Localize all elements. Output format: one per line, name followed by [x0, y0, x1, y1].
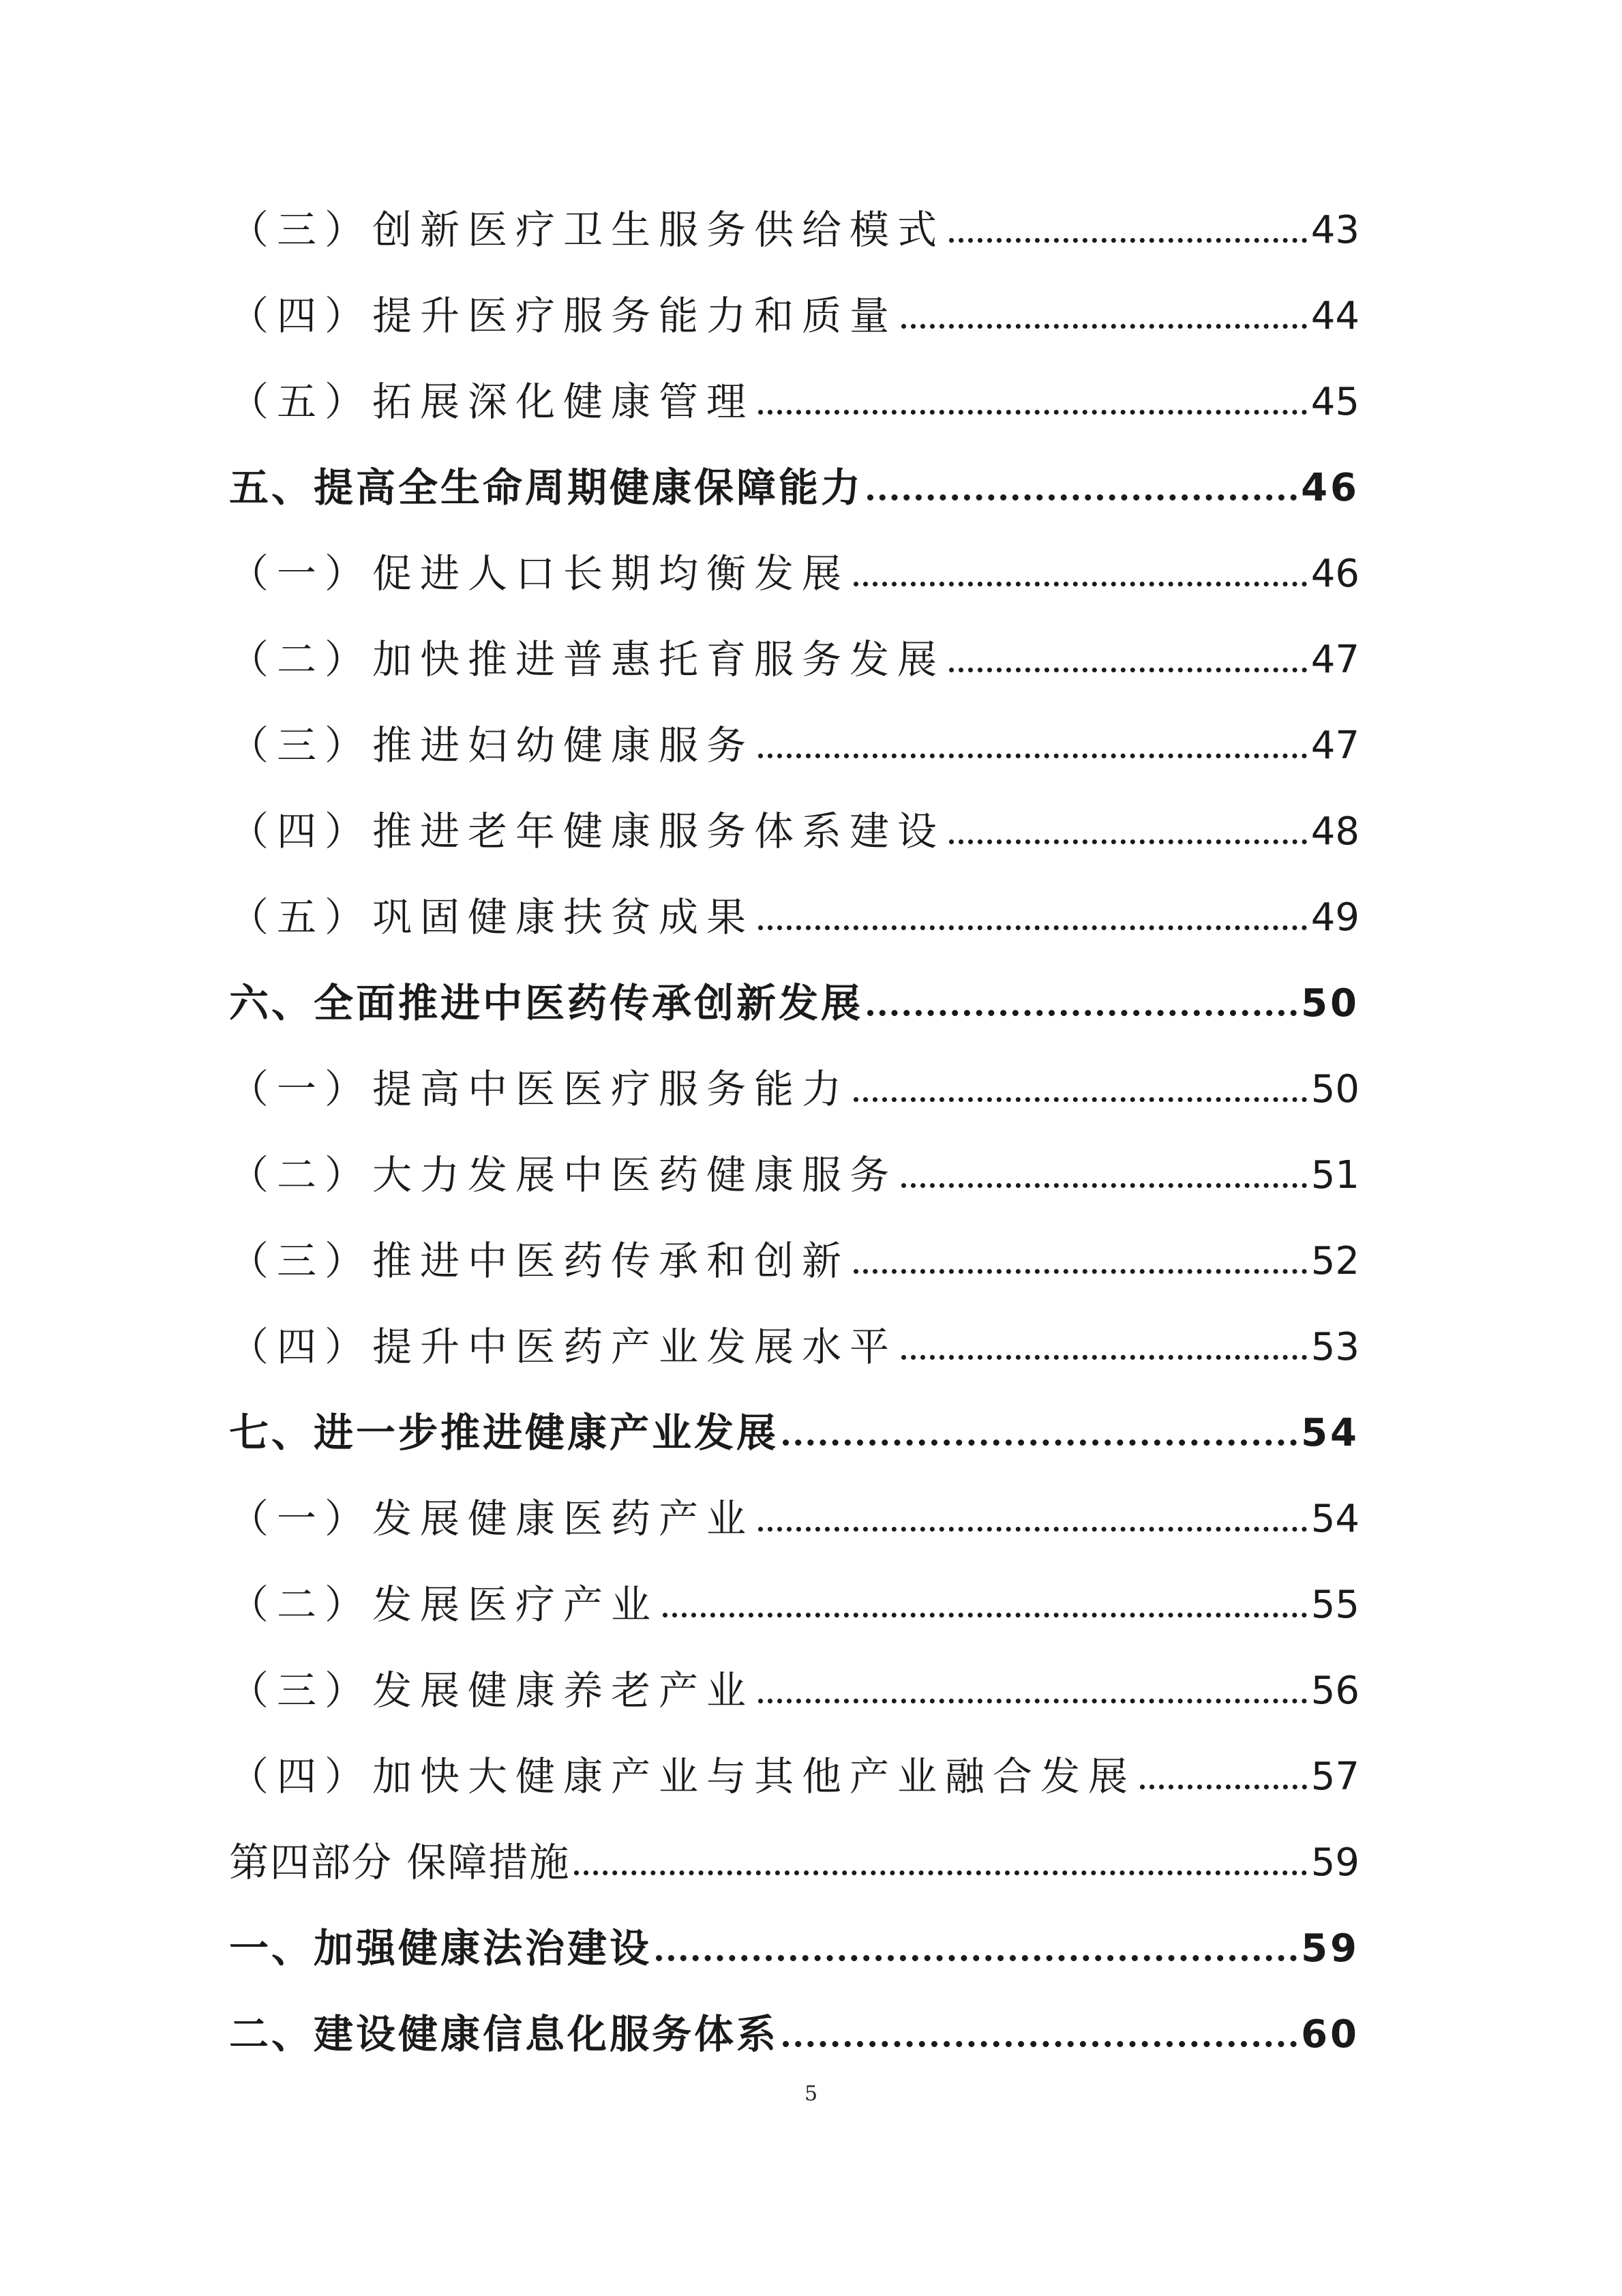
toc-dot-leader: [783, 2041, 1297, 2047]
toc-entry-label: 二、建设健康信息化服务体系: [229, 2011, 779, 2057]
toc-entry-page-number: 50: [1310, 1067, 1360, 1112]
toc-entry[interactable]: [229, 1796, 1360, 1885]
toc-dot-leader: [867, 1010, 1297, 1016]
toc-entry-label: （一）促进人口长期均衡发展: [229, 550, 850, 597]
toc-entry-label: （五）巩固健康扶贫成果: [229, 894, 755, 940]
toc-entry-page-number: 54: [1310, 1497, 1360, 1541]
toc-entry-page-number: 46: [1301, 466, 1360, 510]
toc-entry-label: （三）推进中医药传承和创新: [229, 1238, 850, 1284]
toc-entry-page-number: 49: [1310, 895, 1360, 940]
toc-dot-leader: [901, 324, 1307, 329]
toc-entry-label: 七、进一步推进健康产业发展: [229, 1410, 779, 1456]
toc-entry-label: 一、加强健康法治建设: [229, 1925, 652, 1971]
page-number: 5: [804, 2082, 818, 2106]
toc-entry-page-number: 55: [1310, 1583, 1360, 1627]
toc-entry-page-number: 46: [1310, 552, 1360, 596]
toc-dot-leader: [663, 1613, 1307, 1617]
toc-entry-page-number: 57: [1310, 1755, 1360, 1799]
toc-dot-leader: [758, 754, 1307, 758]
toc-entry-label: （三）推进妇幼健康服务: [229, 722, 755, 769]
toc-dot-leader: [901, 1355, 1307, 1360]
toc-entry-page-number: 56: [1310, 1669, 1360, 1713]
toc-entry-page-number: 45: [1310, 380, 1360, 424]
toc-dot-leader: [949, 839, 1307, 844]
toc-entry[interactable]: [229, 851, 1360, 940]
toc-dot-leader: [854, 1269, 1307, 1274]
toc-entry-label: 五、提高全生命周期健康保障能力: [229, 464, 864, 511]
toc-dot-leader: [656, 1955, 1297, 1961]
toc-entry[interactable]: [229, 679, 1360, 769]
toc-entry[interactable]: [229, 336, 1360, 425]
toc-entry[interactable]: [229, 937, 1360, 1026]
toc-dot-leader: [758, 410, 1307, 415]
toc-entry-page-number: 59: [1301, 1926, 1360, 1971]
toc-entry[interactable]: [229, 1367, 1360, 1456]
toc-entry[interactable]: [229, 1538, 1360, 1628]
toc-entry-label: （四）推进老年健康服务体系建设: [229, 808, 946, 854]
toc-entry[interactable]: [229, 1882, 1360, 1971]
toc-entry-page-number: 53: [1310, 1325, 1360, 1369]
toc-entry-page-number: 50: [1301, 981, 1360, 1026]
toc-entry-page-number: 51: [1310, 1153, 1360, 1197]
toc-dot-leader: [758, 925, 1307, 930]
toc-entry[interactable]: [229, 1281, 1360, 1370]
toc-dot-leader: [867, 494, 1297, 501]
toc-entry-page-number: 54: [1301, 1411, 1360, 1455]
toc-entry-page-number: 52: [1310, 1239, 1360, 1283]
toc-entry-label: （一）提高中医医疗服务能力: [229, 1066, 850, 1112]
toc-entry-label: （五）拓展深化健康管理: [229, 378, 755, 425]
table-of-contents: [229, 164, 1360, 2057]
toc-entry[interactable]: [229, 250, 1360, 339]
toc-dot-leader: [949, 668, 1307, 672]
toc-entry[interactable]: [229, 507, 1360, 597]
toc-dot-leader: [854, 1097, 1307, 1102]
toc-entry[interactable]: [229, 1195, 1360, 1284]
toc-entry-label: （二）加快推进普惠托育服务发展: [229, 636, 946, 683]
toc-entry-page-number: 47: [1310, 724, 1360, 768]
toc-entry[interactable]: [229, 1023, 1360, 1112]
toc-entry-label: （四）提升中医药产业发展水平: [229, 1324, 898, 1370]
toc-entry-label: （四）提升医疗服务能力和质量: [229, 293, 898, 339]
toc-dot-leader: [854, 582, 1307, 586]
toc-entry-label: （二）发展医疗产业: [229, 1581, 659, 1628]
toc-entry[interactable]: [229, 1109, 1360, 1198]
toc-entry-label: （二）大力发展中医药健康服务: [229, 1152, 898, 1198]
toc-dot-leader: [1140, 1785, 1307, 1789]
toc-entry-page-number: 60: [1301, 2012, 1360, 2057]
toc-dot-leader: [949, 238, 1307, 243]
toc-entry[interactable]: [229, 1452, 1360, 1542]
toc-entry-label: （四）加快大健康产业与其他产业融合发展: [229, 1753, 1137, 1800]
toc-dot-leader: [574, 1870, 1306, 1875]
toc-dot-leader: [758, 1527, 1307, 1532]
toc-entry-page-number: 47: [1310, 638, 1360, 682]
toc-entry[interactable]: [229, 421, 1360, 511]
toc-entry-page-number: 48: [1310, 809, 1360, 854]
toc-dot-leader: [758, 1699, 1307, 1703]
toc-entry-label: 六、全面推进中医药传承创新发展: [229, 980, 864, 1026]
toc-entry[interactable]: [229, 1624, 1360, 1714]
toc-entry[interactable]: [229, 765, 1360, 854]
toc-entry[interactable]: [229, 593, 1360, 683]
toc-dot-leader: [901, 1183, 1307, 1188]
toc-entry-label: （一）发展健康医药产业: [229, 1495, 755, 1542]
toc-entry-page-number: 43: [1310, 208, 1360, 252]
toc-entry[interactable]: [229, 164, 1360, 253]
toc-entry[interactable]: [229, 1968, 1360, 2057]
toc-entry-label: （三）发展健康养老产业: [229, 1667, 755, 1714]
toc-entry-label: 第四部分 保障措施: [229, 1839, 571, 1885]
toc-entry-label: （三）创新医疗卫生服务供给模式: [229, 207, 946, 253]
toc-entry[interactable]: [229, 1710, 1360, 1800]
toc-dot-leader: [783, 1440, 1297, 1446]
toc-entry-page-number: 44: [1310, 294, 1360, 338]
toc-entry-page-number: 59: [1310, 1840, 1360, 1885]
